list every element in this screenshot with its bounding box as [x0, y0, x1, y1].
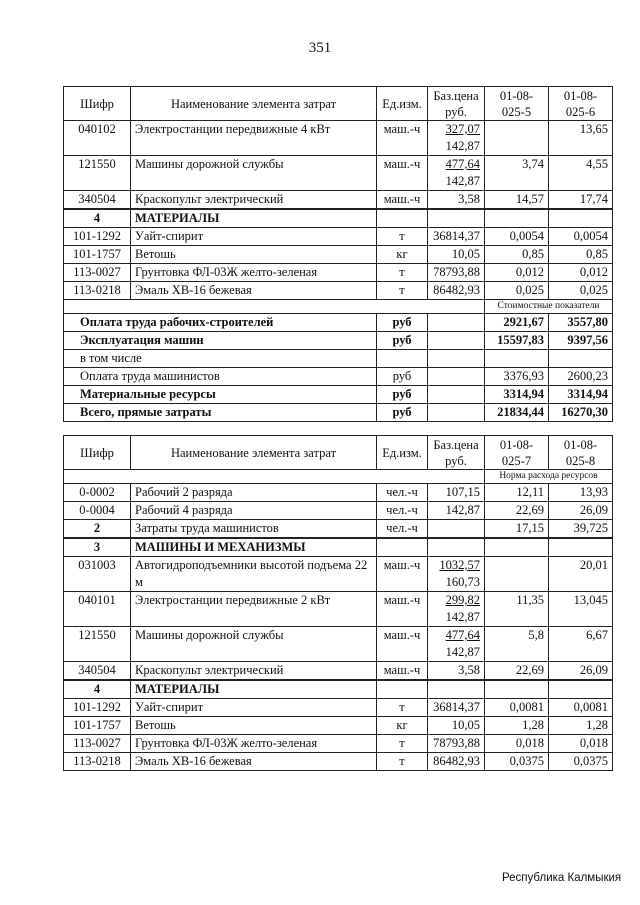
cost-value-1: 3376,93 [485, 368, 549, 386]
row-value-2: 0,0375 [549, 753, 613, 771]
row-code: 040101 [64, 592, 131, 627]
row-price: 78793,88 [428, 735, 485, 753]
row-name: Рабочий 4 разряда [131, 502, 377, 520]
row-price: 36814,37 [428, 228, 485, 246]
row-unit: т [377, 699, 428, 717]
row-value-1: 14,57 [485, 191, 549, 210]
row-unit: маш.-ч [377, 121, 428, 156]
cost-unit: руб [377, 386, 428, 404]
row-value-1: 0,0054 [485, 228, 549, 246]
row-code: 340504 [64, 191, 131, 210]
row-code: 0-0002 [64, 484, 131, 502]
row-value-1: 0,012 [485, 264, 549, 282]
cost-row [64, 350, 613, 368]
price-total: 477,64 [445, 157, 480, 171]
row-value-2: 0,018 [549, 735, 613, 753]
row-unit: кг [377, 717, 428, 735]
cost-value-2: 16270,30 [549, 404, 613, 422]
row-unit: маш.-ч [377, 557, 428, 592]
row-value-2: 20,01 [549, 557, 613, 592]
row-value-2: 13,045 [549, 592, 613, 627]
material-row [64, 282, 613, 300]
row-unit: маш.-ч [377, 662, 428, 681]
cost-value-2 [549, 350, 613, 368]
material-row [64, 735, 613, 753]
section-title: МАТЕРИАЛЫ [131, 680, 377, 699]
row-unit: чел.-ч [377, 502, 428, 520]
row-value-1: 0,85 [485, 246, 549, 264]
row-price: 10,05 [428, 246, 485, 264]
row-value-1: 17,15 [485, 520, 549, 539]
row-code: 040102 [64, 121, 131, 156]
row-value-2: 26,09 [549, 502, 613, 520]
price-header: Баз.цена руб. [428, 436, 485, 470]
cost-value-2: 9397,56 [549, 332, 613, 350]
row-value-1: 3,74 [485, 156, 549, 191]
cost-value-2: 2600,23 [549, 368, 613, 386]
row-unit: маш.-ч [377, 592, 428, 627]
row-unit: маш.-ч [377, 156, 428, 191]
row-name: Краскопульт электрический [131, 662, 377, 681]
row-name: Электростанции передвижные 4 кВт [131, 121, 377, 156]
column-header-2: 01-08-025-6 [549, 87, 613, 121]
row-code: 340504 [64, 662, 131, 681]
section-row [64, 680, 613, 699]
row-value-2: 0,025 [549, 282, 613, 300]
cost-unit: руб [377, 314, 428, 332]
cost-row [64, 368, 613, 386]
cost-value-1: 15597,83 [485, 332, 549, 350]
row-value-2: 4,55 [549, 156, 613, 191]
machine-row [64, 191, 613, 210]
cost-name: Эксплуатация машин [64, 332, 377, 350]
price-wage: 142,87 [445, 139, 480, 153]
cost-row [64, 386, 613, 404]
column-header-1: 01-08-025-5 [485, 87, 549, 121]
cost-name: в том числе [64, 350, 377, 368]
cost-empty [428, 368, 485, 386]
cost-value-2: 3557,80 [549, 314, 613, 332]
row-unit: т [377, 753, 428, 771]
row-name: Рабочий 2 разряда [131, 484, 377, 502]
price-total: 3,58 [458, 663, 480, 677]
code-header: Шифр [64, 436, 131, 470]
cost-empty [428, 350, 485, 368]
row-value-2: 17,74 [549, 191, 613, 210]
cost-value-2: 3314,94 [549, 386, 613, 404]
cost-name: Всего, прямые затраты [64, 404, 377, 422]
row-code: 101-1757 [64, 246, 131, 264]
material-row [64, 228, 613, 246]
row-price: 36814,37 [428, 699, 485, 717]
row-unit: т [377, 735, 428, 753]
cost-row [64, 404, 613, 422]
column-header-2: 01-08-025-8 [549, 436, 613, 470]
row-name: Уайт-спирит [131, 228, 377, 246]
row-value-2: 0,85 [549, 246, 613, 264]
cost-value-1: 2921,67 [485, 314, 549, 332]
machine-row [64, 662, 613, 681]
row-value-1: 1,28 [485, 717, 549, 735]
price-total: 299,82 [445, 593, 480, 607]
row-code: 121550 [64, 156, 131, 191]
unit-header: Ед.изм. [377, 87, 428, 121]
cost-value-1: 21834,44 [485, 404, 549, 422]
section-row [64, 538, 613, 557]
row-value-2: 26,09 [549, 662, 613, 681]
row-value-2: 39,725 [549, 520, 613, 539]
cost-empty [428, 314, 485, 332]
page-number: 351 [308, 40, 332, 56]
row-code: 0-0004 [64, 502, 131, 520]
row-unit: чел.-ч [377, 484, 428, 502]
row-price [428, 662, 485, 681]
resource-table-2 [63, 435, 613, 771]
row-value-2: 13,93 [549, 484, 613, 502]
row-code: 2 [64, 520, 131, 539]
cost-row [64, 314, 613, 332]
row-value-2: 1,28 [549, 717, 613, 735]
row-code: 113-0218 [64, 753, 131, 771]
cost-header-row [64, 300, 613, 314]
row-name: Ветошь [131, 246, 377, 264]
row-name: Затраты труда машинистов [131, 520, 377, 539]
code-header: Шифр [64, 87, 131, 121]
material-row [64, 753, 613, 771]
drivers-row [64, 520, 613, 539]
row-value-1: 0,0081 [485, 699, 549, 717]
row-price: 10,05 [428, 717, 485, 735]
row-unit: кг [377, 246, 428, 264]
row-value-1: 22,69 [485, 662, 549, 681]
row-value-1: 0,0375 [485, 753, 549, 771]
material-row [64, 264, 613, 282]
section-number: 3 [64, 538, 131, 557]
row-value-1 [485, 557, 549, 592]
price-wage: 160,73 [445, 575, 480, 589]
row-code: 113-0218 [64, 282, 131, 300]
row-name: Ветошь [131, 717, 377, 735]
machine-row [64, 557, 613, 592]
cost-empty [428, 332, 485, 350]
row-value-1 [485, 121, 549, 156]
material-row [64, 717, 613, 735]
row-price: 86482,93 [428, 753, 485, 771]
cost-name: Материальные ресурсы [64, 386, 377, 404]
row-name: Грунтовка ФЛ-03Ж желто-зеленая [131, 735, 377, 753]
row-name: Автогидроподъемники высотой подъема 22 м [131, 557, 377, 592]
row-value-1: 22,69 [485, 502, 549, 520]
material-row [64, 699, 613, 717]
machine-row [64, 121, 613, 156]
price-total: 1032,57 [439, 558, 480, 572]
row-name: Машины дорожной службы [131, 156, 377, 191]
cost-empty [428, 386, 485, 404]
row-price: 142,87 [428, 502, 485, 520]
row-name: Электростанции передвижные 2 кВт [131, 592, 377, 627]
row-name: Машины дорожной службы [131, 627, 377, 662]
price-total: 477,64 [445, 628, 480, 642]
row-price [428, 557, 485, 592]
cost-name: Оплата труда рабочих-строителей [64, 314, 377, 332]
row-price [428, 592, 485, 627]
row-code: 031003 [64, 557, 131, 592]
price-wage: 142,87 [445, 645, 480, 659]
row-name: Уайт-спирит [131, 699, 377, 717]
row-code: 113-0027 [64, 264, 131, 282]
row-price [428, 121, 485, 156]
unit-header: Ед.изм. [377, 436, 428, 470]
cost-value-1 [485, 350, 549, 368]
price-total: 327,07 [445, 122, 480, 136]
row-value-1: 11,35 [485, 592, 549, 627]
row-value-2: 0,0081 [549, 699, 613, 717]
row-unit: т [377, 264, 428, 282]
row-code: 121550 [64, 627, 131, 662]
cost-unit: руб [377, 368, 428, 386]
row-unit: т [377, 228, 428, 246]
price-total: 3,58 [458, 192, 480, 206]
cost-unit [377, 350, 428, 368]
resource-table-1 [63, 86, 613, 422]
row-value-1: 0,018 [485, 735, 549, 753]
row-unit: маш.-ч [377, 191, 428, 210]
row-unit: чел.-ч [377, 520, 428, 539]
norm-header-row [64, 470, 613, 484]
price-header: Баз.цена руб. [428, 87, 485, 121]
row-value-2: 0,012 [549, 264, 613, 282]
row-price [428, 191, 485, 210]
column-header-1: 01-08-025-7 [485, 436, 549, 470]
cost-header: Стоимостные показатели [485, 300, 613, 314]
row-name: Краскопульт электрический [131, 191, 377, 210]
section-number: 4 [64, 209, 131, 228]
worker-row [64, 502, 613, 520]
row-price: 86482,93 [428, 282, 485, 300]
row-code: 101-1292 [64, 228, 131, 246]
row-price: 78793,88 [428, 264, 485, 282]
price-wage: 142,87 [445, 610, 480, 624]
section-title: МАТЕРИАЛЫ [131, 209, 377, 228]
cost-value-1: 3314,94 [485, 386, 549, 404]
row-unit: маш.-ч [377, 627, 428, 662]
norm-header: Норма расхода ресурсов [485, 470, 613, 484]
section-row [64, 209, 613, 228]
row-value-2: 6,67 [549, 627, 613, 662]
price-wage: 142,87 [445, 174, 480, 188]
cost-name: Оплата труда машинистов [64, 368, 377, 386]
section-title: МАШИНЫ И МЕХАНИЗМЫ [131, 538, 377, 557]
row-price [428, 156, 485, 191]
table-header-row [64, 436, 613, 470]
row-code: 101-1757 [64, 717, 131, 735]
row-unit: т [377, 282, 428, 300]
row-price: 107,15 [428, 484, 485, 502]
cost-unit: руб [377, 332, 428, 350]
cost-row [64, 332, 613, 350]
cost-unit: руб [377, 404, 428, 422]
row-value-1: 0,025 [485, 282, 549, 300]
name-header: Наименование элемента затрат [131, 436, 377, 470]
row-name: Грунтовка ФЛ-03Ж желто-зеленая [131, 264, 377, 282]
row-value-2: 0,0054 [549, 228, 613, 246]
row-value-2: 13,65 [549, 121, 613, 156]
machine-row [64, 627, 613, 662]
row-code: 101-1292 [64, 699, 131, 717]
row-value-1: 5,8 [485, 627, 549, 662]
row-value-1: 12,11 [485, 484, 549, 502]
row-name: Эмаль ХВ-16 бежевая [131, 282, 377, 300]
table-header-row [64, 87, 613, 121]
machine-row [64, 156, 613, 191]
cost-empty [428, 404, 485, 422]
footer-region: Республика Калмыкия [502, 872, 622, 884]
machine-row [64, 592, 613, 627]
section-number: 4 [64, 680, 131, 699]
row-name: Эмаль ХВ-16 бежевая [131, 753, 377, 771]
row-code: 113-0027 [64, 735, 131, 753]
worker-row [64, 484, 613, 502]
row-price [428, 627, 485, 662]
name-header: Наименование элемента затрат [131, 87, 377, 121]
material-row [64, 246, 613, 264]
